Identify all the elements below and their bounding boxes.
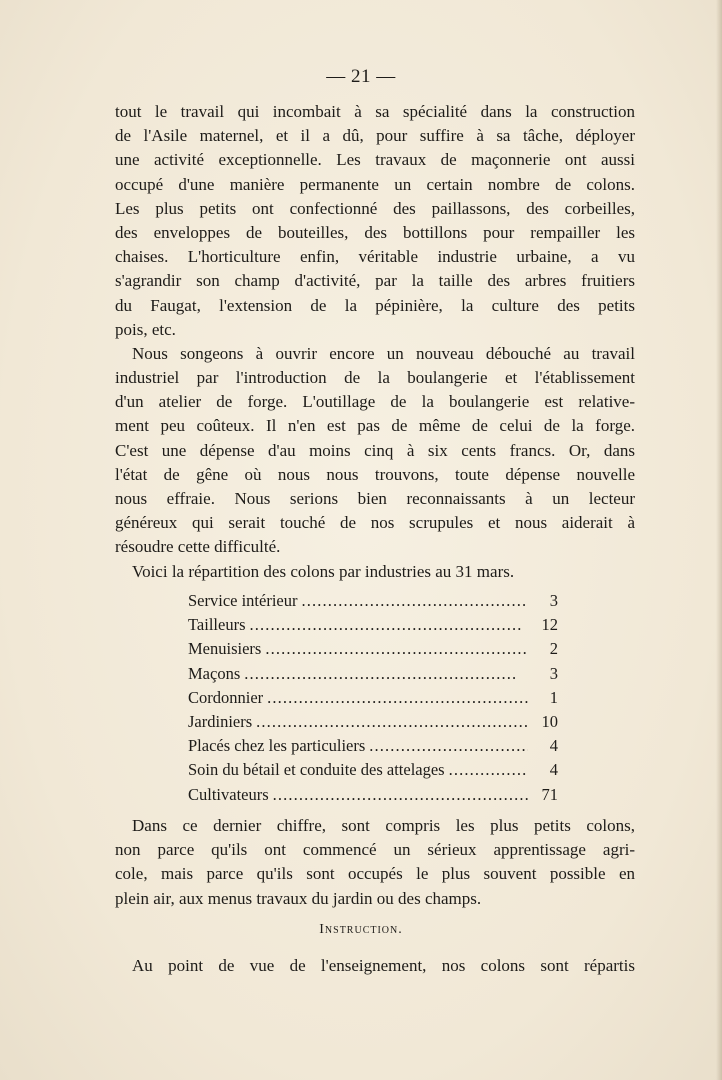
list-item <box>188 736 558 760</box>
text-line: occupé d'une manière permanente un certain nombre de colons. <box>115 174 635 194</box>
industry-label: Maçons <box>188 663 241 683</box>
text-line: résoudre cette difficulté. <box>115 537 281 557</box>
text-line: pois, etc. <box>115 319 176 339</box>
list-item <box>188 615 558 639</box>
list-item <box>188 591 558 615</box>
text-line: C'est une dépense d'au moins cinq à six cents francs. Or, dans <box>115 440 635 460</box>
text-line: de l'Asile maternel, et il a dû, pour suffire à sa tâche, déployer <box>115 126 635 146</box>
list-item <box>188 760 558 784</box>
industry-label: Tailleurs <box>188 615 246 635</box>
text-line: une activité exceptionnelle. Les travaux de maçonnerie ont aussi <box>115 150 635 170</box>
industry-label: Menuisiers <box>188 639 262 659</box>
text-line: industriel par l'introduction de la boulangerie et l'établissement <box>115 368 635 388</box>
text-line: généreux qui serait touché de nos scrupules et nous aiderait à <box>115 513 635 533</box>
list-item <box>188 688 558 712</box>
industry-count: 3 <box>549 591 558 610</box>
text-line: chaises. L'horticulture enfin, véritable industrie urbaine, a vu <box>115 247 635 267</box>
dot-leader <box>273 785 528 805</box>
industry-count: 4 <box>549 736 558 756</box>
text-line: cole, mais parce qu'ils sont occupés le plus souvent possible en <box>115 864 635 884</box>
industry-label: Service intérieur <box>188 591 298 610</box>
text-line: Nous songeons à ouvrir encore un nouveau débouché au travail <box>132 343 635 363</box>
industry-count: 2 <box>549 639 558 659</box>
industry-label: Soin du bétail et conduite des attelages <box>188 760 445 780</box>
body-text-middle <box>115 814 635 911</box>
industry-count: 4 <box>549 760 558 780</box>
text-line: du Faugat, l'extension de la pépinière, la culture des petits <box>115 295 635 315</box>
body-text-bottom <box>115 954 635 978</box>
text-line: nous effraie. Nous serions bien reconnaissants à un lecteur <box>115 489 635 508</box>
text-line: tout le travail qui incombait à sa spécialité dans la construction <box>115 102 635 121</box>
industry-label: Cordonnier <box>188 687 264 707</box>
industry-label: Jardiniers <box>188 711 253 731</box>
industry-count: 71 <box>541 784 558 804</box>
list-item <box>188 639 558 663</box>
industry-count: 12 <box>541 615 558 635</box>
dot-leader <box>250 615 529 635</box>
text-line: plein air, aux menus travaux du jardin ou des champs. <box>115 888 482 908</box>
dot-leader <box>369 736 528 756</box>
dot-leader <box>267 688 528 708</box>
text-line: d'un atelier de forge. L'outillage de la boulangerie est relative- <box>115 392 635 412</box>
text-line: ment peu coûteux. Il n'en est pas de même de celui de la forge. <box>115 416 635 436</box>
industry-label: Placés chez les particuliers <box>188 736 366 756</box>
industry-count: 3 <box>549 663 558 683</box>
section-heading: Instruction. <box>319 922 403 937</box>
industry-count: 10 <box>541 711 558 731</box>
text-line: Voici la répartition des colons par industries au 31 mars. <box>132 561 515 581</box>
text-line: non parce qu'ils ont commencé un sérieux apprentissage agri- <box>115 840 635 860</box>
page-edge-shadow <box>716 0 722 1080</box>
text-line: s'agrandir son champ d'activité, par la taille des arbres fruitiers <box>115 271 635 291</box>
text-line: Au point de vue de l'enseignement, nos colons sont répartis <box>132 956 635 975</box>
list-item <box>188 712 558 736</box>
text-line: des enveloppes de bouteilles, des bottillons pour rempailler les <box>115 222 635 242</box>
text-line: Les plus petits ont confectionné des paillassons, des corbeilles, <box>115 198 635 218</box>
text-line: Dans ce dernier chiffre, sont compris les plus petits colons, <box>132 816 635 835</box>
list-item <box>188 664 558 688</box>
body-text-top <box>115 100 635 584</box>
dot-leader <box>265 639 528 659</box>
industries-list <box>188 591 558 809</box>
dot-leader <box>256 712 528 732</box>
dot-leader <box>244 664 528 684</box>
industry-count: 1 <box>549 687 558 707</box>
dot-leader <box>302 591 529 611</box>
list-item <box>188 785 558 809</box>
dot-leader <box>449 760 528 780</box>
page-number: — 21 — <box>326 66 396 87</box>
industry-label: Cultivateurs <box>188 784 269 804</box>
text-line: l'état de gêne où nous nous trouvons, toute dépense nouvelle <box>115 464 635 484</box>
